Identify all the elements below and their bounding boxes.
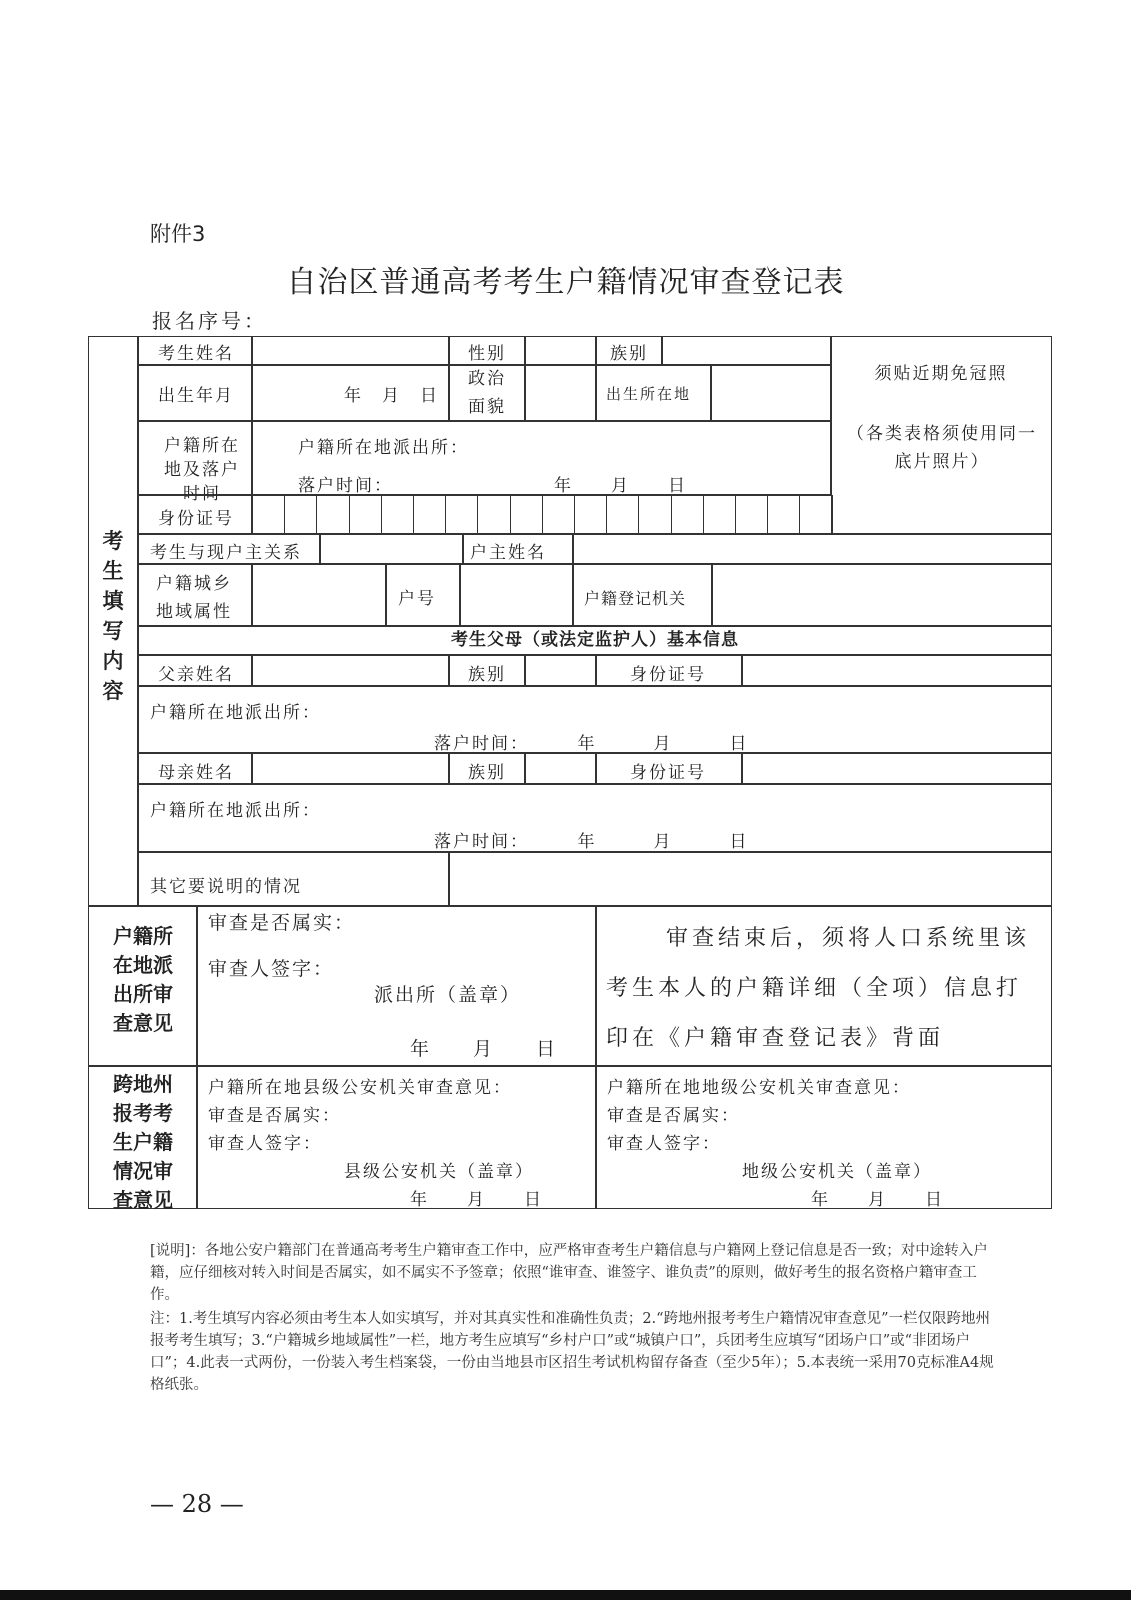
mother-police-station-label: 户籍所在地派出所： [150,801,321,821]
id-digit-box[interactable] [381,495,414,534]
father-ethnic-field[interactable] [525,655,596,686]
police-is-true-label: 审查是否属实： [208,912,356,934]
id-digit-box[interactable] [703,495,736,534]
ethnic-label: 族别 [610,344,648,364]
county-review-title: 户籍所在地县级公安机关审查意见： [208,1078,512,1098]
other-label: 其它要说明的情况 [150,877,302,897]
mother-name-field[interactable] [252,753,449,784]
relation-label: 考生与现户主关系 [150,543,302,563]
police-reviewer-label: 审查人签字： [208,958,335,980]
id-digit-box[interactable] [574,495,607,534]
father-name-label: 父亲姓名 [158,665,234,685]
prefecture-review-title: 户籍所在地地级公安机关审查意见： [607,1078,911,1098]
prefecture-reviewer-label: 审查人签字： [607,1134,721,1154]
father-police-station-label: 户籍所在地派出所： [150,703,321,723]
name-field[interactable] [252,336,449,365]
father-settle-line: 落户时间： 年 月 日 [434,734,749,754]
mother-ethnic-label: 族别 [468,763,506,783]
head-name-field[interactable] [573,534,1052,564]
registration-number-label: 报名序号： [152,309,267,333]
form-title: 自治区普通高考考生户籍情况审查登记表 [286,265,845,300]
household-label: 户籍所在地及落户时间 [164,436,240,504]
police-stamp-label: 派出所（盖章） [374,984,522,1006]
reg-office-field[interactable] [712,564,1052,626]
id-label: 身份证号 [158,509,234,529]
photo-note: （各类表格须使用同一底片照片） [847,424,1037,472]
id-digit-box[interactable] [445,495,478,534]
mother-settle-line: 落户时间： 年 月 日 [434,832,749,852]
id-digit-box[interactable] [671,495,704,534]
id-digit-box[interactable] [606,495,639,534]
gender-field[interactable] [525,336,596,365]
page-number: — 28 — [150,1490,244,1518]
gender-label: 性别 [468,344,506,364]
urban-rural-field[interactable] [252,564,386,626]
cross-review-heading: 跨地州报考考生户籍情况审查意见 [113,1072,173,1212]
relation-field[interactable] [320,534,463,564]
id-digit-box[interactable] [510,495,543,534]
urban-rural-label: 户籍城乡地域属性 [156,574,232,622]
prefecture-date-line: 年 月 日 [811,1190,944,1210]
father-ethnic-label: 族别 [468,665,506,685]
head-name-label: 户主姓名 [470,543,546,563]
form-notes [150,1240,1000,1398]
id-digit-box[interactable] [413,495,446,534]
political-field[interactable] [525,365,596,421]
mother-ethnic-field[interactable] [525,753,596,784]
photo-instruction: 须贴近期免冠照 [874,364,1008,384]
id-digit-box[interactable] [799,495,832,534]
notes-remarks: 注：1.考生填写内容必须由考生本人如实填写，并对其真实性和准确性负责；2.“跨地州报考考生户籍情况审查意见”一栏仅限跨地州报考考生填写；3.“户籍城乡地域属性”一栏，地方考生应填写“乡村户口”或“城镇户口”，兵团考生应填写“团场户口”或“非团场户口”；4.此表一式两份，一份装入考生档案袋，一份由当地县市区招生考试机构留存备查（至少5年）；5.本表统一采用70克标准A4规格纸张。 [150,1311,994,1393]
birth-label: 出生年月 [158,386,234,406]
student-section-heading: 考生填写内容 [102,529,124,703]
political-label: 政治面貌 [468,369,506,417]
police-date-line: 年 月 日 [410,1038,558,1060]
id-digit-box[interactable] [735,495,768,534]
id-digit-box[interactable] [767,495,800,534]
id-digit-box[interactable] [638,495,671,534]
attachment-label: 附件3 [150,222,206,246]
id-digit-box[interactable] [316,495,349,534]
name-label: 考生姓名 [158,344,234,364]
prefecture-stamp-label: 地级公安机关（盖章） [742,1162,932,1182]
settle-time-label: 落户时间： [298,476,393,496]
father-name-field[interactable] [252,655,449,686]
settle-date-template: 年 月 日 [554,476,687,496]
county-date-line: 年 月 日 [410,1190,543,1210]
notes-explanation: [说明]：各地公安户籍部门在普通高考考生户籍审查工作中，应严格审查考生户籍信息与户籍网上登记信息是否一致；对中途转入户籍，应仔细核对转入时间是否属实，如不属实不予签章；依照“谁审查、谁签字、谁负责”的原则，做好考生的报名资格户籍审查工作。 [150,1243,988,1303]
mother-id-label: 身份证号 [630,763,706,783]
parents-heading: 考生父母（或法定监护人）基本信息 [451,630,739,650]
bottom-border [0,1590,1131,1600]
mother-name-label: 母亲姓名 [158,763,234,783]
id-digit-box[interactable] [252,495,285,534]
prefecture-is-true-label: 审查是否属实： [607,1106,740,1126]
police-station-label: 户籍所在地派出所： [298,438,469,458]
father-id-label: 身份证号 [630,665,706,685]
father-id-field[interactable] [742,655,1052,686]
id-digit-box[interactable] [349,495,382,534]
id-digit-box[interactable] [542,495,575,534]
county-is-true-label: 审查是否属实： [208,1106,341,1126]
id-digit-box[interactable] [477,495,510,534]
other-field[interactable] [449,852,1052,906]
mother-id-field[interactable] [742,753,1052,784]
county-stamp-label: 县级公安机关（盖章） [344,1162,534,1182]
ethnic-field[interactable] [662,336,831,365]
registration-form [88,336,1052,1236]
police-notice: 审查结束后，须将人口系统里该考生本人的户籍详细（全项）信息打印在《户籍审查登记表》背面 [606,926,1031,1051]
birth-date-template: 年 月 日 [344,386,439,406]
birthplace-label: 出生所在地 [606,385,692,403]
hh-no-field[interactable] [460,564,573,626]
reg-office-label: 户籍登记机关 [584,589,687,608]
id-digit-box[interactable] [284,495,317,534]
birthplace-field[interactable] [711,365,831,421]
county-reviewer-label: 审查人签字： [208,1134,322,1154]
hh-no-label: 户号 [398,589,436,609]
police-review-heading: 户籍所在地派出所审查意见 [113,924,173,1035]
